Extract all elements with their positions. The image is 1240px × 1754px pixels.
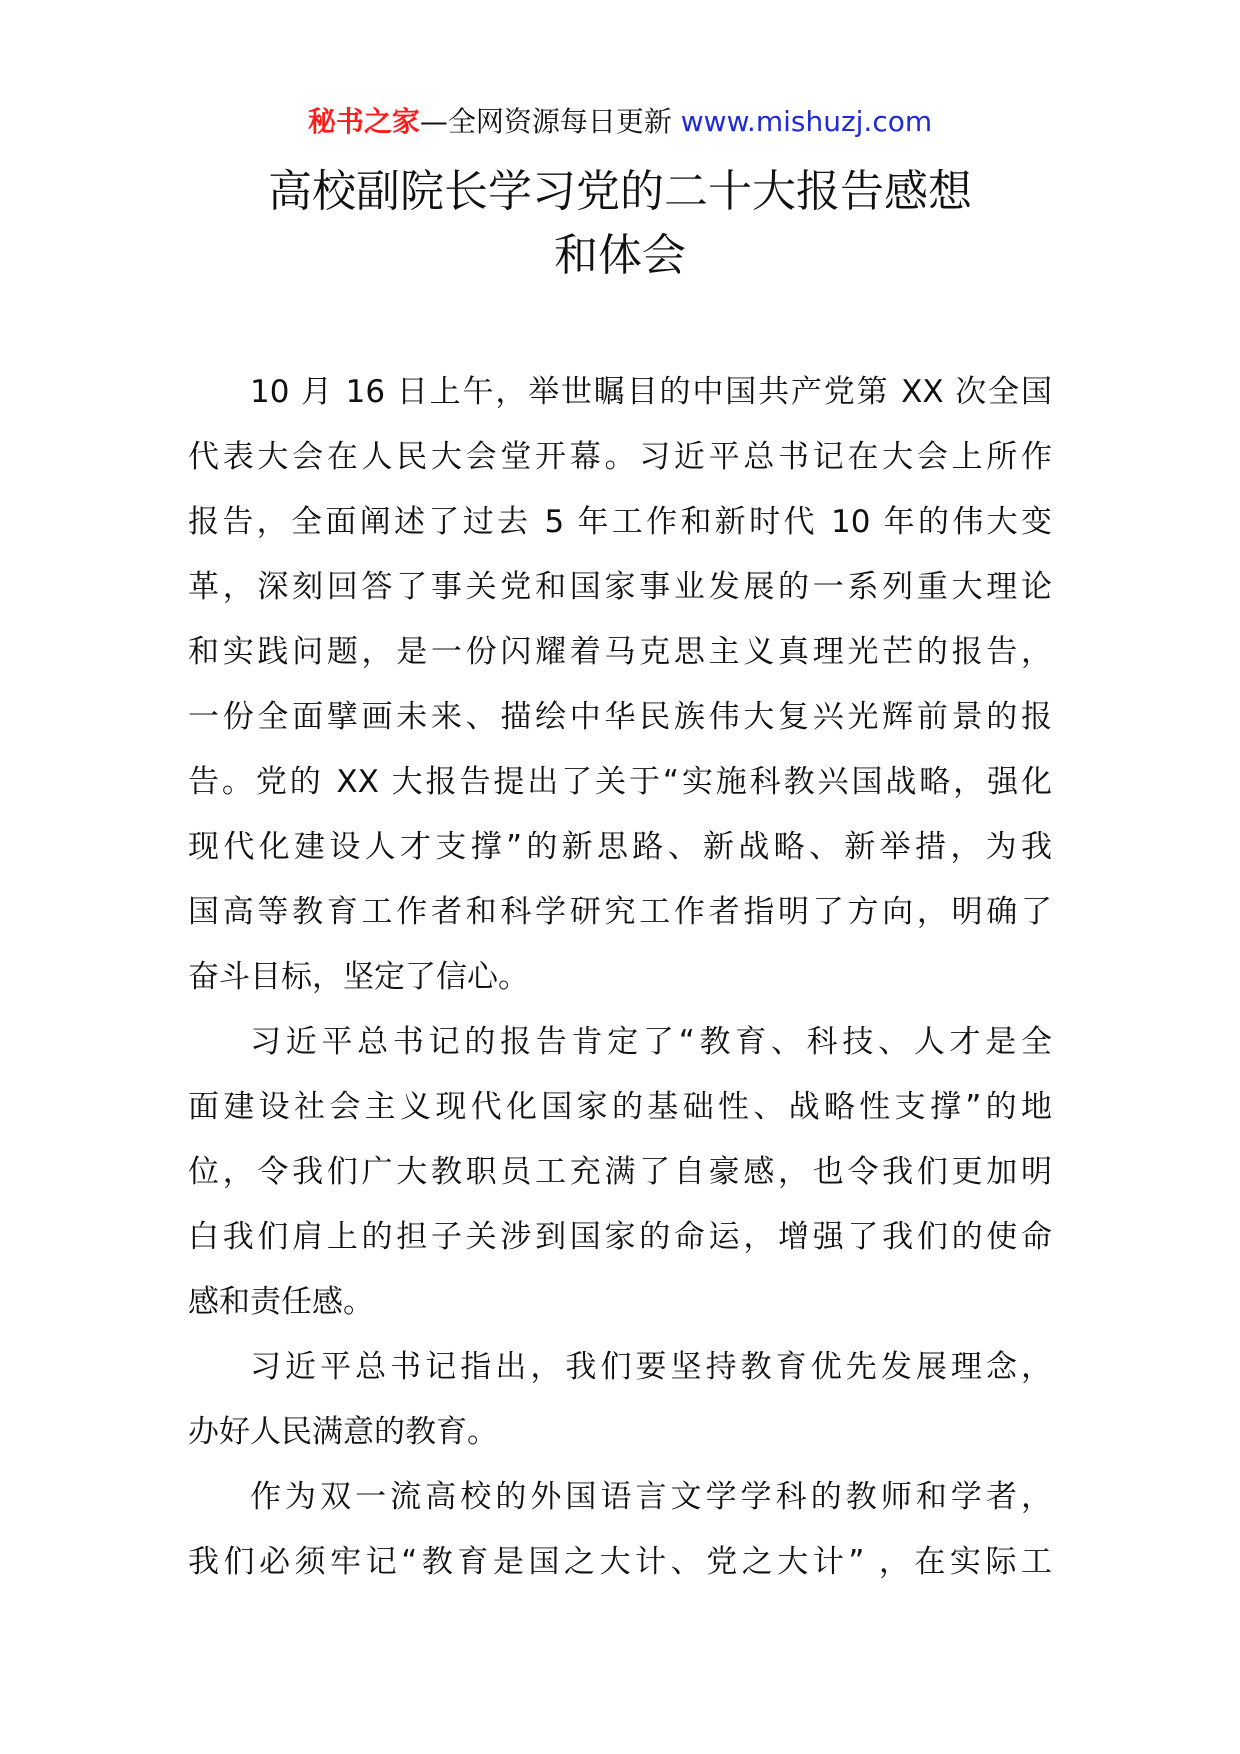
paragraph-line: 奋斗目标，坚定了信心。	[188, 959, 529, 995]
paragraph-line: 我们必须牢记“教育是国之大计、党之大计” ，在实际工	[188, 1544, 1052, 1580]
paragraph-line: 和实践问题，是一份闪耀着马克思主义真理光芒的报告，	[188, 634, 1052, 670]
paragraph-line: 报告，全面阐述了过去 5 年工作和新时代 10 年的伟大变	[188, 504, 1052, 540]
site-brand: 秘书之家	[307, 105, 420, 138]
paragraph-1	[188, 360, 1052, 1010]
site-url-link[interactable]: www.mishuzj.com	[680, 105, 933, 138]
paragraph-line: 位，令我们广大教职员工充满了自豪感，也令我们更加明	[188, 1154, 1052, 1190]
paragraph-line: 白我们肩上的担子关涉到国家的命运，增强了我们的使命	[188, 1219, 1052, 1255]
paragraph-line: 习近平总书记的报告肯定了“教育、科技、人才是全	[250, 1024, 1052, 1060]
paragraph-line: 习近平总书记指出，我们要坚持教育优先发展理念，	[250, 1349, 1052, 1385]
site-tagline: —全网资源每日更新	[419, 105, 681, 138]
paragraph-line: 办好人民满意的教育。	[188, 1414, 498, 1450]
site-header	[0, 102, 1240, 142]
paragraph-4	[188, 1465, 1052, 1595]
paragraph-2	[188, 1010, 1052, 1335]
document-title-line-1: 高校副院长学习党的二十大报告感想	[268, 166, 972, 217]
paragraph-line: 告。党的 XX 大报告提出了关于“实施科教兴国战略，强化	[188, 764, 1052, 800]
paragraph-line: 现代化建设人才支撑”的新思路、新战略、新举措，为我	[188, 829, 1052, 865]
paragraph-line: 面建设社会主义现代化国家的基础性、战略性支撑”的地	[188, 1089, 1052, 1125]
document-title	[0, 160, 1240, 288]
paragraph-3	[188, 1335, 1052, 1465]
document-body	[188, 360, 1052, 1595]
document-title-line-2: 和体会	[554, 230, 686, 281]
paragraph-line: 10 月 16 日上午，举世瞩目的中国共产党第 XX 次全国	[250, 374, 1052, 410]
paragraph-line: 作为双一流高校的外国语言文学学科的教师和学者，	[250, 1479, 1052, 1515]
paragraph-line: 代表大会在人民大会堂开幕。习近平总书记在大会上所作	[188, 439, 1052, 475]
paragraph-line: 革，深刻回答了事关党和国家事业发展的一系列重大理论	[188, 569, 1052, 605]
paragraph-line: 感和责任感。	[188, 1284, 374, 1320]
paragraph-line: 一份全面擘画未来、描绘中华民族伟大复兴光辉前景的报	[188, 699, 1052, 735]
paragraph-line: 国高等教育工作者和科学研究工作者指明了方向，明确了	[188, 894, 1052, 930]
